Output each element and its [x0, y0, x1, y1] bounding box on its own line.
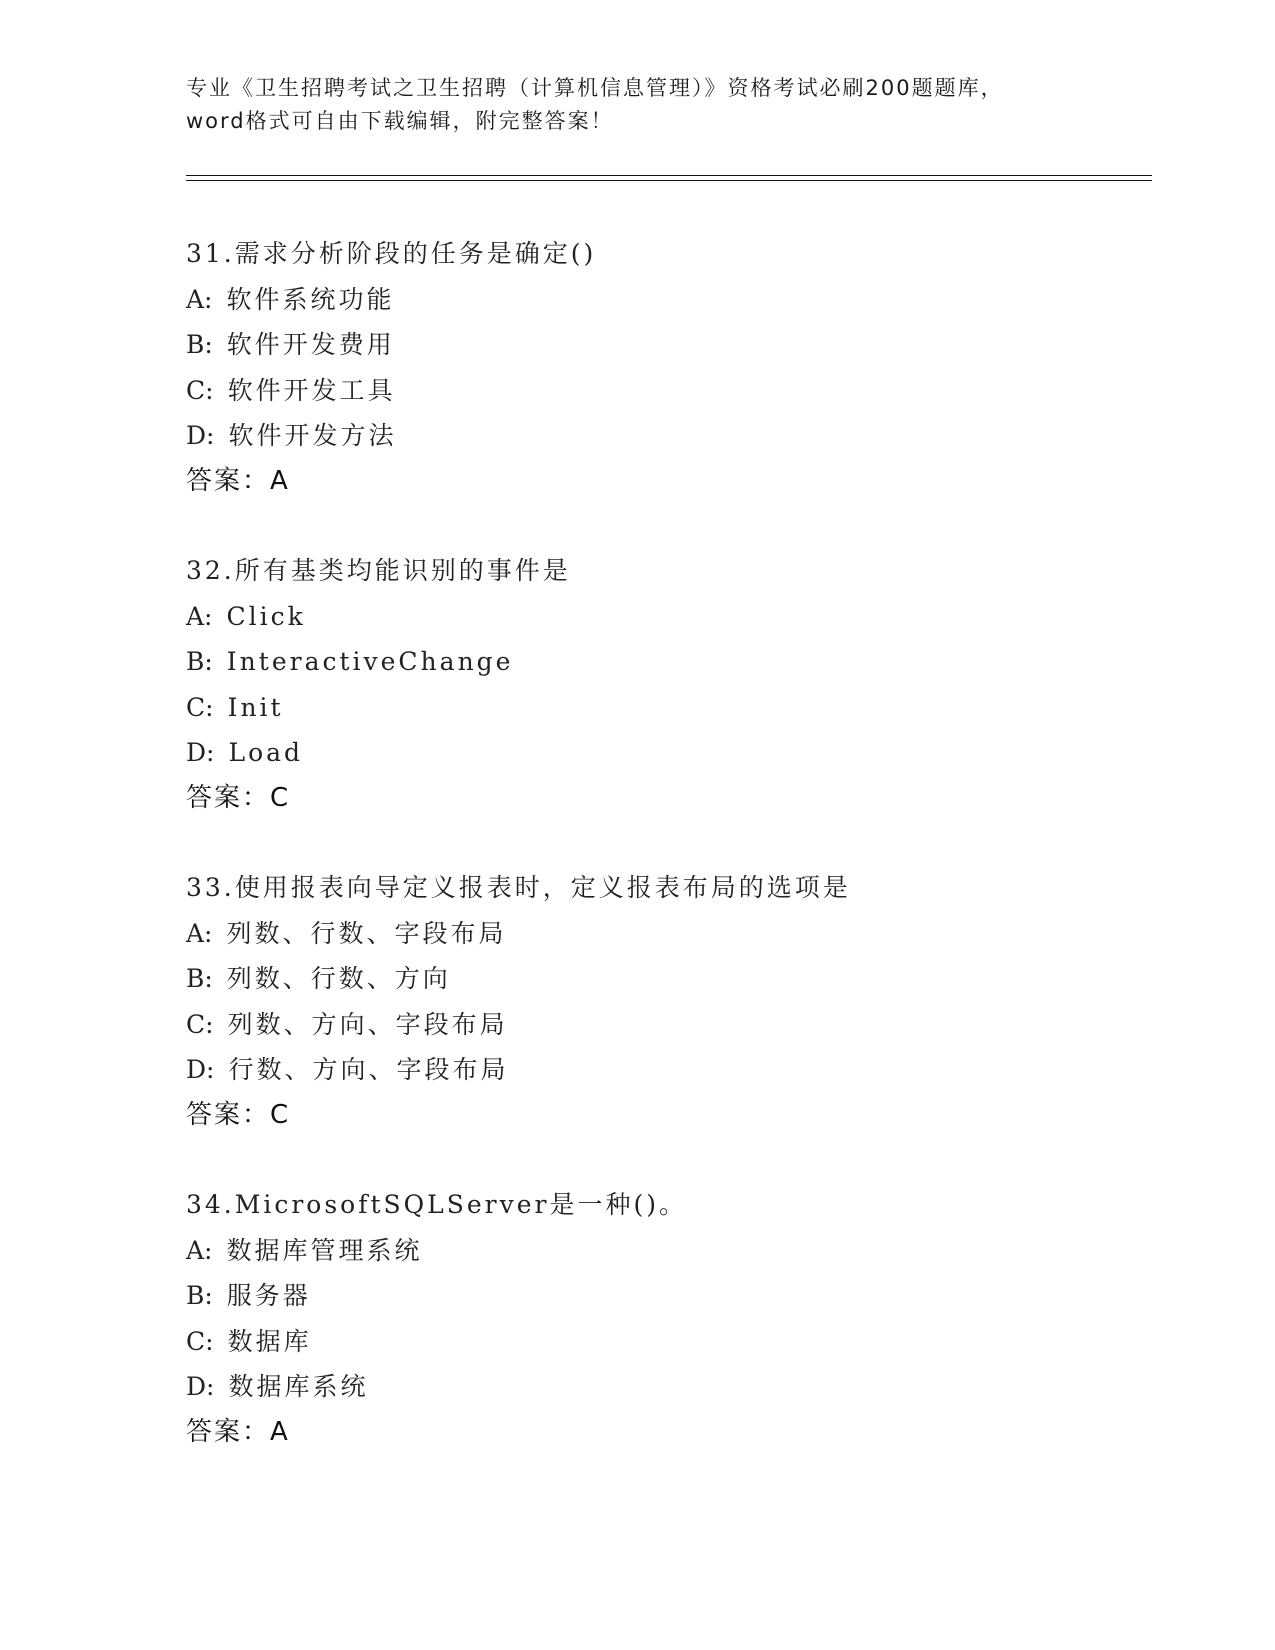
option-text: 列数、行数、字段布局: [226, 918, 507, 948]
option-text: Click: [226, 601, 306, 631]
option-c: [186, 1319, 1146, 1365]
option-text: 服务器: [226, 1281, 311, 1311]
question-title: 31.需求分析阶段的任务是确定(): [186, 239, 597, 268]
answer-line: 答案：C: [186, 782, 291, 813]
option-a: [186, 277, 1146, 323]
option-key: D:: [186, 738, 215, 768]
option-text: 软件开发工具: [227, 375, 396, 405]
question-block-31: [186, 231, 1146, 505]
option-text: Init: [227, 692, 284, 722]
question-block-33: [186, 865, 1146, 1139]
option-key: A:: [186, 918, 213, 948]
option-text: 软件开发费用: [226, 330, 395, 360]
option-text: 软件开发方法: [228, 421, 397, 451]
option-key: A:: [186, 601, 213, 631]
option-text: InteractiveChange: [226, 647, 514, 677]
header-divider-top: [186, 175, 1152, 176]
option-key: B:: [186, 330, 213, 360]
option-c: [186, 368, 1146, 414]
answer-line: 答案：A: [186, 465, 290, 496]
question-title: 32.所有基类均能识别的事件是: [186, 556, 571, 585]
option-c: [186, 1002, 1146, 1048]
answer-line: 答案：C: [186, 1099, 291, 1130]
option-key: C:: [186, 375, 214, 405]
option-key: C:: [186, 1009, 214, 1039]
header-line-2: word格式可自由下载编辑，附完整答案！: [186, 109, 614, 133]
document-header: [186, 72, 1086, 138]
option-d: [186, 730, 1146, 776]
option-key: A:: [186, 1235, 213, 1265]
option-text: 软件系统功能: [226, 284, 395, 314]
option-text: 数据库管理系统: [226, 1235, 423, 1265]
answer-line: 答案：A: [186, 1416, 290, 1447]
option-text: Load: [228, 738, 304, 768]
question-title: 33.使用报表向导定义报表时，定义报表布局的选项是: [186, 873, 851, 902]
option-text: 行数、方向、字段布局: [228, 1055, 509, 1085]
header-line-1: 专业《卫生招聘考试之卫生招聘（计算机信息管理）》资格考试必刷200题题库，: [186, 76, 1004, 100]
question-block-34: [186, 1182, 1146, 1456]
option-text: 列数、方向、字段布局: [227, 1009, 508, 1039]
option-b: [186, 639, 1146, 685]
option-key: B:: [186, 964, 213, 994]
question-title: 34.MicrosoftSQLServer是一种()。: [186, 1190, 688, 1219]
option-text: 数据库系统: [228, 1372, 369, 1402]
header-divider-bottom: [186, 180, 1152, 181]
option-key: D:: [186, 1055, 215, 1085]
option-d: [186, 413, 1146, 459]
option-b: [186, 1273, 1146, 1319]
option-a: [186, 594, 1146, 640]
option-c: [186, 685, 1146, 731]
option-b: [186, 322, 1146, 368]
option-key: B:: [186, 647, 213, 677]
option-d: [186, 1364, 1146, 1410]
option-key: A:: [186, 284, 213, 314]
option-key: C:: [186, 1326, 214, 1356]
option-text: 列数、行数、方向: [226, 964, 451, 994]
question-block-32: [186, 548, 1146, 822]
option-key: B:: [186, 1281, 213, 1311]
option-a: [186, 911, 1146, 957]
option-key: D:: [186, 1372, 215, 1402]
option-text: 数据库: [227, 1326, 312, 1356]
option-key: C:: [186, 692, 214, 722]
option-key: D:: [186, 421, 215, 451]
option-d: [186, 1047, 1146, 1093]
option-b: [186, 956, 1146, 1002]
option-a: [186, 1228, 1146, 1274]
